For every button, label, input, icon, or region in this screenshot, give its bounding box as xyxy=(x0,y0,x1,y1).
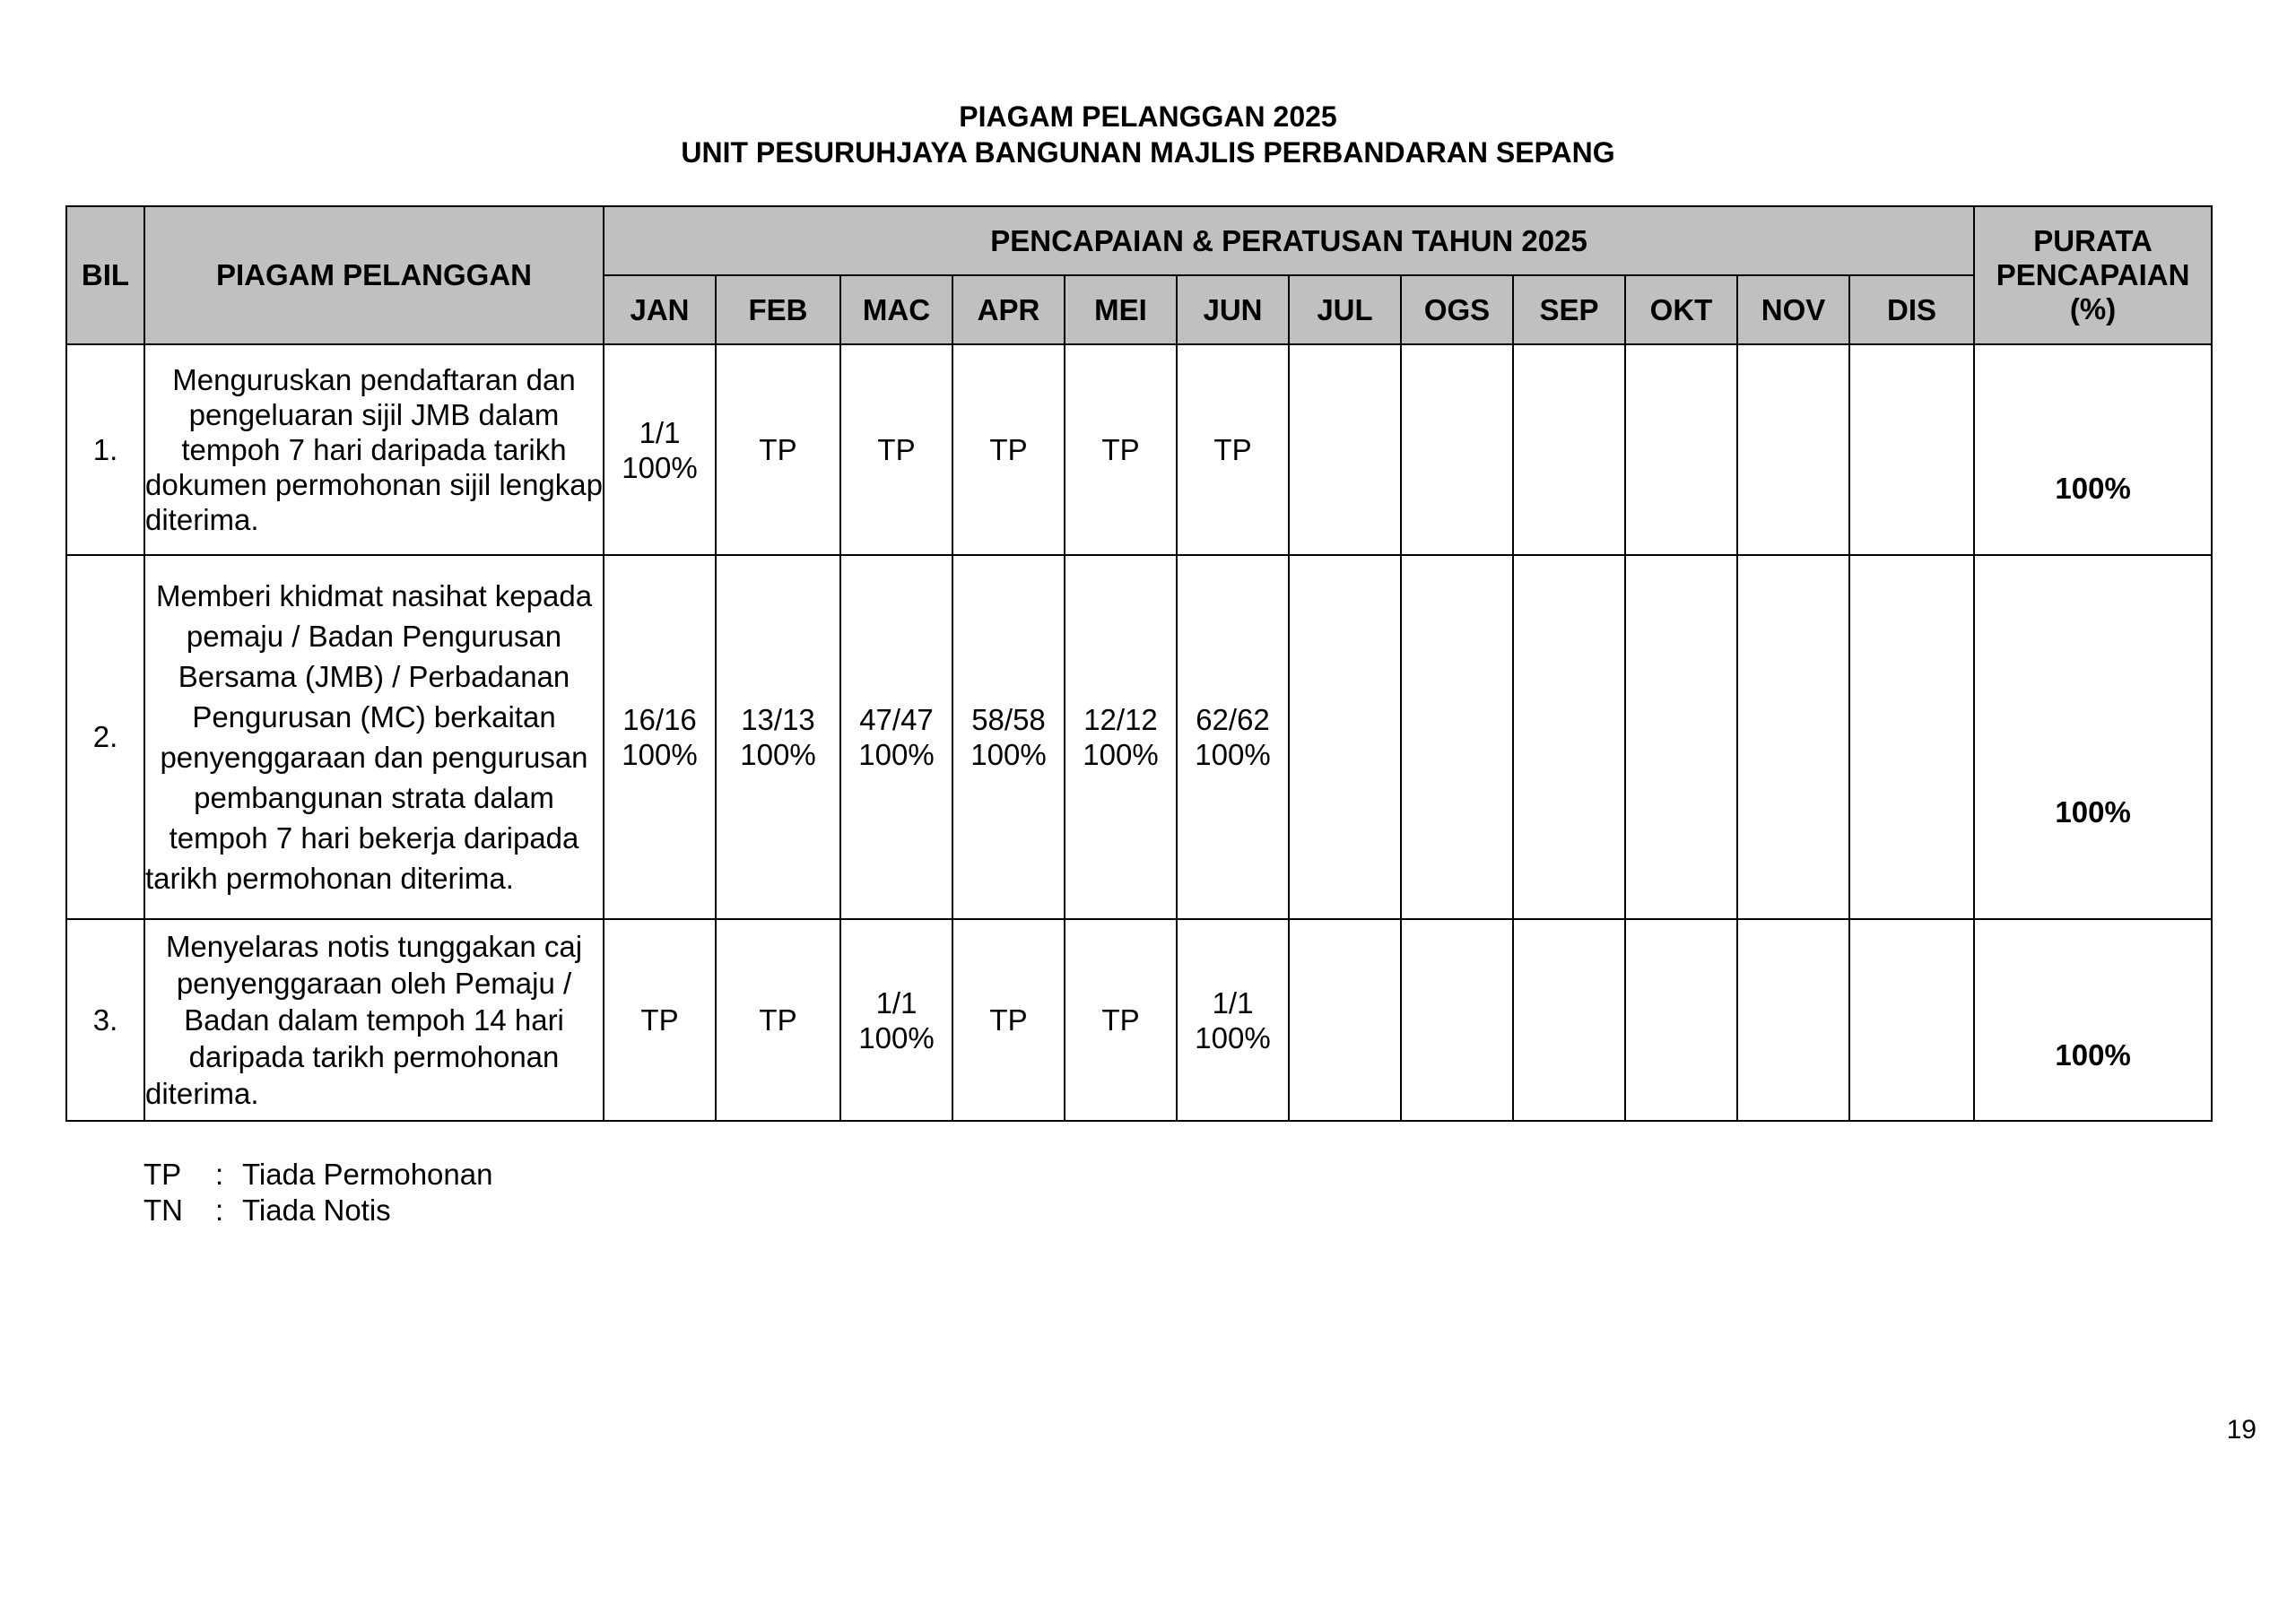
month-cell xyxy=(1737,344,1849,555)
month-cell xyxy=(1289,919,1401,1121)
month-cell xyxy=(1401,555,1513,919)
cell-percent: 100% xyxy=(740,738,816,771)
header-group: PENCAPAIAN & PERATUSAN TAHUN 2025 xyxy=(604,206,1974,275)
header-piagam: PIAGAM PELANGGAN xyxy=(144,206,604,344)
month-cell xyxy=(952,919,1065,1121)
average-achievement: 100% xyxy=(1974,919,2212,1121)
month-cell xyxy=(604,555,716,919)
month-cell xyxy=(1289,344,1401,555)
cell-value: TP xyxy=(640,1003,679,1037)
month-cell xyxy=(952,555,1065,919)
month-cell xyxy=(604,919,716,1121)
legend-text: Tiada Permohonan xyxy=(242,1158,493,1191)
month-cell xyxy=(1177,555,1289,919)
header-month: MAC xyxy=(840,275,952,344)
table-row xyxy=(66,555,2212,919)
cell-percent: 100% xyxy=(1195,738,1271,771)
title-line-2: UNIT PESURUHJAYA BANGUNAN MAJLIS PERBANDARAN SEPANG xyxy=(681,136,1615,169)
cell-value: 1/1 xyxy=(639,415,681,449)
month-cell xyxy=(1737,919,1849,1121)
cell-value: 62/62 xyxy=(1196,703,1270,736)
legend-text: Tiada Notis xyxy=(242,1193,391,1227)
row-number: 2. xyxy=(66,555,144,919)
cell-percent: 100% xyxy=(1195,1020,1271,1055)
month-cell xyxy=(1849,344,1974,555)
charter-description: Menguruskan pendaftaran dan pengeluaran sijil JMB dalam tempoh 7 hari daripada tarikh dokumen permohonan sijil lengkap diterima. xyxy=(144,344,604,555)
month-cell xyxy=(1177,919,1289,1121)
page-number: 19 xyxy=(2226,1415,2257,1445)
month-cell xyxy=(840,919,952,1121)
title-line-1: PIAGAM PELANGGAN 2025 xyxy=(959,100,1337,133)
month-cell xyxy=(1065,919,1177,1121)
cell-value: 13/13 xyxy=(741,703,815,736)
month-cell xyxy=(1065,344,1177,555)
month-cell xyxy=(1849,919,1974,1121)
header-month: MEI xyxy=(1065,275,1177,344)
month-cell xyxy=(1513,919,1625,1121)
month-cell xyxy=(1065,555,1177,919)
header-month: JUL xyxy=(1289,275,1401,344)
header-month: JAN xyxy=(604,275,716,344)
header-month: OKT xyxy=(1625,275,1737,344)
legend-colon: : xyxy=(215,1193,224,1227)
cell-percent: 100% xyxy=(1083,738,1159,771)
charter-description: Menyelaras notis tunggakan caj penyenggaraan oleh Pemaju / Badan dalam tempoh 14 hari daripada tarikh permohonan diterima. xyxy=(144,919,604,1121)
month-cell xyxy=(604,344,716,555)
cell-value: TP xyxy=(1101,433,1140,466)
cell-value: TP xyxy=(759,1003,797,1037)
row-number: 3. xyxy=(66,919,144,1121)
cell-value: TP xyxy=(989,433,1028,466)
month-cell xyxy=(716,555,840,919)
cell-value: 58/58 xyxy=(971,703,1046,736)
cell-value: 12/12 xyxy=(1083,703,1158,736)
cell-value: TP xyxy=(759,433,797,466)
month-cell xyxy=(1625,919,1737,1121)
month-cell xyxy=(840,344,952,555)
cell-percent: 100% xyxy=(622,738,698,771)
document-titles xyxy=(0,99,2296,170)
cell-value: 47/47 xyxy=(859,703,934,736)
month-cell xyxy=(1625,344,1737,555)
month-cell xyxy=(1513,344,1625,555)
table-row xyxy=(66,919,2212,1121)
cell-value: 1/1 xyxy=(1212,985,1254,1020)
row-number: 1. xyxy=(66,344,144,555)
cell-percent: 100% xyxy=(970,738,1047,771)
month-cell xyxy=(1289,555,1401,919)
month-cell xyxy=(1401,344,1513,555)
cell-percent: 100% xyxy=(858,1020,935,1055)
header-month: DIS xyxy=(1849,275,1974,344)
legend-item xyxy=(144,1157,492,1193)
cell-percent: 100% xyxy=(622,450,698,484)
month-cell xyxy=(952,344,1065,555)
cell-value: TP xyxy=(989,1003,1028,1037)
legend-item xyxy=(144,1193,492,1228)
cell-value: TP xyxy=(1101,1003,1140,1037)
cell-value: TP xyxy=(1213,433,1252,466)
average-achievement: 100% xyxy=(1974,344,2212,555)
legend-colon: : xyxy=(215,1158,224,1191)
month-cell xyxy=(1401,919,1513,1121)
table-row xyxy=(66,344,2212,555)
header-bil: BIL xyxy=(66,206,144,344)
header-month: APR xyxy=(952,275,1065,344)
legend-abbreviation: TP xyxy=(144,1158,182,1191)
header-purata: PURATA PENCAPAIAN (%) xyxy=(1974,206,2212,344)
month-cell xyxy=(840,555,952,919)
cell-percent: 100% xyxy=(858,738,935,771)
month-cell xyxy=(1177,344,1289,555)
cell-value: 16/16 xyxy=(622,703,697,736)
month-cell xyxy=(716,344,840,555)
header-month: NOV xyxy=(1737,275,1849,344)
header-month: OGS xyxy=(1401,275,1513,344)
month-cell xyxy=(1737,555,1849,919)
legend xyxy=(144,1157,492,1228)
month-cell xyxy=(716,919,840,1121)
month-cell xyxy=(1849,555,1974,919)
charter-description: Memberi khidmat nasihat kepada pemaju / Badan Pengurusan Bersama (JMB) / Perbadanan Pengurusan (MC) berkaitan penyenggaraan dan pengurusan pembangunan strata dalam tempoh 7 hari bekerja daripada tarikh permohonan diterima. xyxy=(144,555,604,919)
header-month: JUN xyxy=(1177,275,1289,344)
cell-value: TP xyxy=(877,433,916,466)
header-month: SEP xyxy=(1513,275,1625,344)
month-cell xyxy=(1513,555,1625,919)
month-cell xyxy=(1625,555,1737,919)
header-month: FEB xyxy=(716,275,840,344)
cell-value: 1/1 xyxy=(875,985,918,1020)
average-achievement: 100% xyxy=(1974,555,2212,919)
legend-abbreviation: TN xyxy=(144,1193,183,1227)
customer-charter-table xyxy=(65,205,2213,1122)
